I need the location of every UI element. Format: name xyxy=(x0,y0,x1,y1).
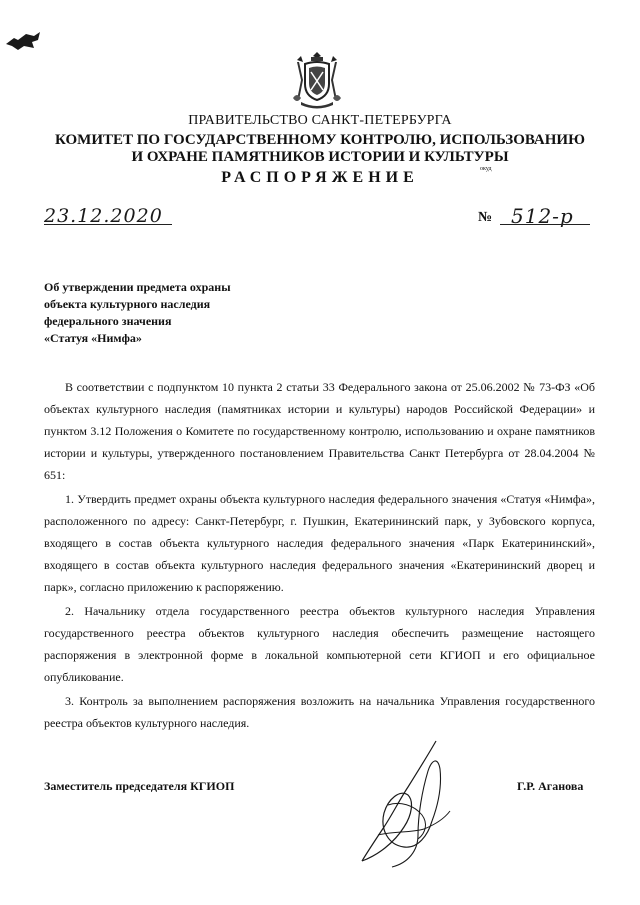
government-title: ПРАВИТЕЛЬСТВО САНКТ-ПЕТЕРБУРГА xyxy=(188,113,452,128)
date-value: 23.12.2020 xyxy=(44,205,163,227)
subject-line3: федерального значения xyxy=(44,314,172,328)
number-underline xyxy=(500,224,590,225)
signer-name: Г.Р. Аганова xyxy=(517,779,584,793)
date-underline xyxy=(44,224,172,225)
document-body xyxy=(44,376,595,736)
item-3-paragraph: 3. Контроль за выполнением распоряжения возложить на начальника Управления государственного реестра объектов культурного наследия. xyxy=(44,694,595,730)
document-subject xyxy=(44,279,304,347)
committee-title xyxy=(0,132,640,166)
document-type: РАСПОРЯЖЕНИЕ xyxy=(221,169,419,186)
okud-label: окуд xyxy=(480,166,492,172)
subject-line4: «Статуя «Нимфа» xyxy=(44,331,142,345)
subject-line1: Об утверждении предмета охраны xyxy=(44,280,231,294)
document-date xyxy=(44,205,172,227)
committee-title-line2: И ОХРАНЕ ПАМЯТНИКОВ ИСТОРИИ И КУЛЬТУРЫ xyxy=(131,149,509,165)
corner-mark-icon xyxy=(4,30,44,52)
handwritten-signature xyxy=(348,735,468,875)
document-number xyxy=(478,205,590,227)
intro-paragraph: В соответствии с подпунктом 10 пункта 2 статьи 33 Федерального закона от 25.06.2002 № 73-ФЗ «Об объектах культурного наследия (памятниках истории и культуры) народов Российской Федерации» и пунктом 3.12 Положения о Комитете по государственному контролю, использованию и охране памятников истории и культуры, утвержденного постановлением Правительства Санкт Петербурга от 28.04.2004 № 651: xyxy=(44,380,595,482)
subject-line2: объекта культурного наследия xyxy=(44,297,211,311)
committee-title-line1: КОМИТЕТ ПО ГОСУДАРСТВЕННОМУ КОНТРОЛЮ, ИСПОЛЬЗОВАНИЮ xyxy=(55,132,585,148)
number-value: 512-р xyxy=(511,204,574,228)
signer-position: Заместитель председателя КГИОП xyxy=(44,779,235,793)
item-2-paragraph: 2. Начальнику отдела государственного реестра объектов культурного наследия Управления государственного реестра объектов культурного наследия обеспечить размещение настоящего распоряжения в электронной форме в локальной компьютерной сети КГИОП и его официальное опубликование. xyxy=(44,604,595,684)
coat-of-arms-icon xyxy=(289,50,345,110)
number-sign: № xyxy=(478,210,493,225)
item-1-paragraph: 1. Утвердить предмет охраны объекта культурного наследия федерального значения «Статуя «Нимфа», расположенного по адресу: Санкт-Петербург, г. Пушкин, Екатерининский парк, у Зубовского корпуса, входящего в состав объекта культурного наследия федерального значения «Парк Екатерининский», входящего в состав объекта культурного наследия федерального значения «Екатерининский дворец и парк», согласно приложению к распоряжению. xyxy=(44,492,595,594)
